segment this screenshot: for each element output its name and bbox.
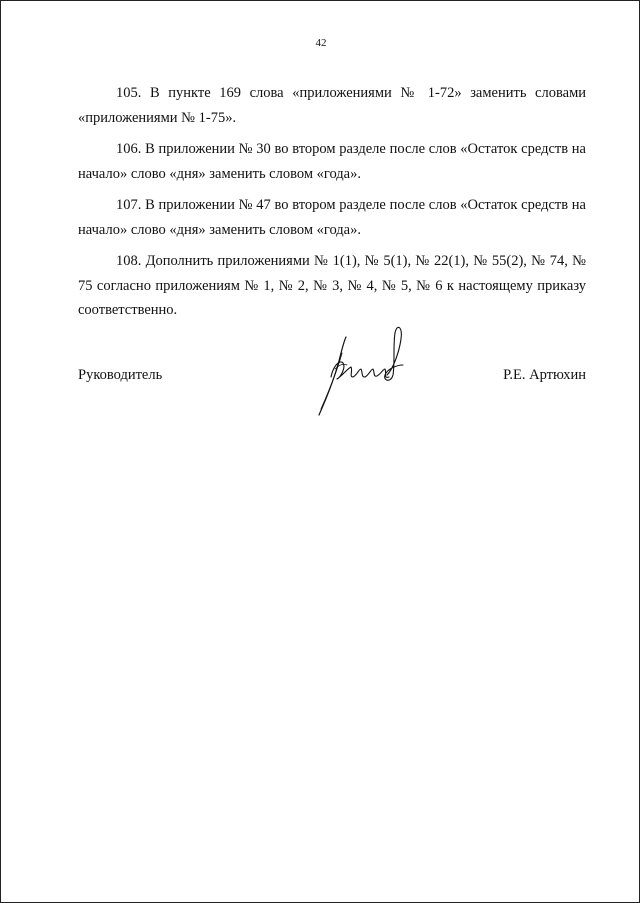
page-number: 42 <box>315 37 327 49</box>
paragraph-108: 108. Дополнить приложениями № 1(1), № 5(1), № 22(1), № 55(2), № 74, № 75 согласно приложениям № 1, № 2, № 3, № 4, № 5, № 6 к настоящему приказу соответственно. <box>78 253 586 318</box>
signatory-name: Р.Е. Артюхин <box>503 367 586 383</box>
signature-row <box>78 367 586 391</box>
paragraph-107: 107. В приложении № 47 во втором разделе после слов «Остаток средств на начало» слово «дня» заменить словом «года». <box>78 197 586 238</box>
document-body <box>78 81 586 330</box>
paragraph-105: 105. В пункте 169 слова «приложениями № 1-72» заменить словами «приложениями № 1-75». <box>78 85 586 126</box>
position-title: Руководитель <box>78 367 163 383</box>
paragraph-106: 106. В приложении № 30 во втором разделе после слов «Остаток средств на начало» слово «дня» заменить словом «года». <box>78 141 586 182</box>
